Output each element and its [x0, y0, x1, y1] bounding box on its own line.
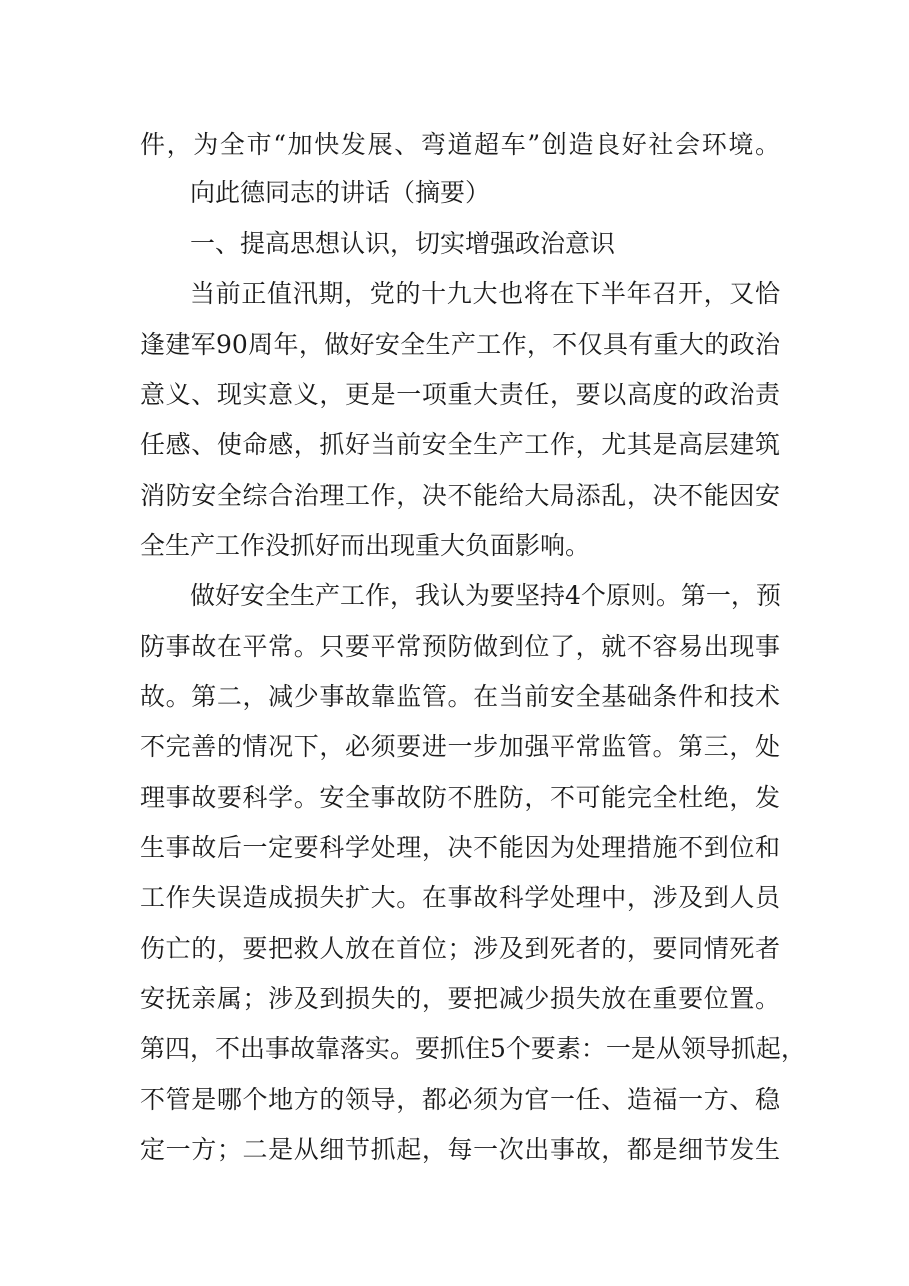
paragraph-2-line-2: 防事故在平常。只要平常预防做到位了，就不容易出现事 — [140, 632, 780, 661]
text-line-1: 件，为全市“加快发展、弯道超车”创造良好社会环境。 — [140, 130, 780, 159]
paragraph-2-line-5: 理事故要科学。安全事故防不胜防，不可能完全杜绝，发 — [140, 783, 780, 812]
paragraph-1-line-2: 逢建军90周年，做好安全生产工作，不仅具有重大的政治 — [140, 330, 780, 359]
paragraph-2-line-12: 定一方；二是从细节抓起，每一次出事故，都是细节发生 — [140, 1135, 780, 1164]
paragraph-1-line-5: 消防安全综合治理工作，决不能给大局添乱，决不能因安 — [140, 481, 780, 510]
paragraph-2-line-1: 做好安全生产工作，我认为要坚持4个原则。第一，预 — [190, 581, 781, 610]
paragraph-2-line-4: 不完善的情况下，必须要进一步加强平常监管。第三，处 — [140, 732, 780, 761]
paragraph-1-line-3: 意义、现实意义，更是一项重大责任，要以高度的政治责 — [140, 380, 780, 409]
paragraph-1-line-1: 当前正值汛期，党的十九大也将在下半年召开，又恰 — [190, 279, 780, 308]
paragraph-1-line-6: 全生产工作没抓好而出现重大负面影响。 — [140, 531, 591, 560]
paragraph-2-line-8: 伤亡的，要把救人放在首位；涉及到死者的，要同情死者 — [140, 934, 780, 963]
paragraph-2-line-7: 工作失误造成损失扩大。在事故科学处理中，涉及到人员 — [140, 883, 780, 912]
paragraph-2-line-9: 安抚亲属；涉及到损失的，要把减少损失放在重要位置。 — [140, 984, 780, 1013]
paragraph-2-line-10: 第四，不出事故靠落实。要抓住5个要素：一是从领导抓起， — [140, 1034, 806, 1063]
paragraph-2-line-6: 生事故后一定要科学处理，决不能因为处理措施不到位和 — [140, 833, 780, 862]
speech-title: 向此德同志的讲话（摘要） — [190, 178, 491, 207]
section-heading-1: 一、提高思想认识，切实增强政治意识 — [190, 229, 616, 258]
paragraph-2-line-3: 故。第二，减少事故靠监管。在当前安全基础条件和技术 — [140, 682, 780, 711]
paragraph-1-line-4: 任感、使命感，抓好当前安全生产工作，尤其是高层建筑 — [140, 430, 780, 459]
paragraph-2-line-11: 不管是哪个地方的领导，都必须为官一任、造福一方、稳 — [140, 1085, 780, 1114]
